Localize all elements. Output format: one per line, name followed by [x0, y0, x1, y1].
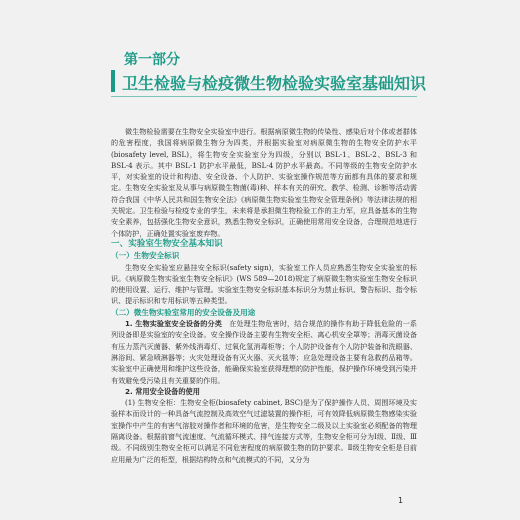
body-text	[111, 126, 417, 465]
equipment-classification-paragraph	[111, 318, 417, 386]
section-heading: 一、实验室生物安全基本知识	[111, 238, 223, 249]
safety-signs-paragraph: 生物安全实验室应悬挂安全标识(safety sign)，实验室工作人员应熟悉生物安全实验室的标识。《病原微生物实验室生物安全标识》(WS 589—2018)规定了病原微生物实验室生物安全标识的使用设置、运行、维护与管理。实验室生物安全标识基本标识分为禁止标识、警告标识、指令标识、提示标识和专用标识等五种类型。	[111, 262, 417, 306]
biosafety-cabinet-paragraph: (1) 生物安全柜：生物安全柜(biosafety cabinet, BSC)是为了保护操作人员、周围环境及实验样本而设计的一种具备气流控制及高效空气过滤装置的操作柜，可有效降低病原微生物感染实验室操作中产生的有害气溶胶对操作者和环境的危害，是生物安全二级及以上实验室必须配备的物理隔离设备。根据前窗气流速度、气流循环模式、排气连接方式等，生物安全柜可分为Ⅰ级、Ⅱ级、Ⅲ级。不同级别生物安全柜可以满足不同危害程度的病原微生物的防护要求。Ⅱ级生物安全柜是目前应用最为广泛的柜型，根据结构特点和气流模式的不同，又分为	[111, 398, 417, 464]
subsection-heading-safety-equipment: （二）微生物实验室常用的安全设备及用途	[111, 307, 256, 317]
title-divider	[111, 96, 417, 97]
page-number: 1	[398, 496, 404, 505]
equipment-usage-heading: 2. 常用安全设备的使用	[125, 386, 200, 396]
equipment-classification-text: 在处理生物危害时，结合规范的操作有助于降低危险的一系列设备即是实验室的安全设备。安全操作设备主要有生物安全柜、离心机安全罩等；消毒灭菌设备有压力蒸汽灭菌器、紫外线消毒灯、过氧化氢消毒柜等；个人防护设备有个人防护装备和洗眼器、淋浴间、紧急喷淋器等；火灾处理设备有灭火器、灭火毯等；应急处理设备主要有急救药品箱等。实验室中正确使用和维护这些设备，能确保实验室获得理想的防护性能，保护操作环境受到污染并有效避免受污染且有关重要的作用。	[111, 319, 418, 385]
title-accent-bar	[111, 70, 115, 92]
part-label: 第一部分	[124, 52, 180, 68]
chapter-title: 卫生检验与检疫微生物检验实验室基础知识	[122, 74, 427, 93]
intro-paragraph: 微生物检验需要在生物安全实验室中进行。根据病原微生物的传染性、感染后对个体或者群体的危害程度，我国将病原微生物分为四类，并根据实验室对病原微生物的生物安全防护水平(biosafety level, BSL)，将生物安全实验室分为四级，分别以 BSL-1、BSL-2、BSL-3 和 BSL-4 表示。其中 BSL-1 防护水平最低，BSL-4 防护水平最高。不同等级的生物安全防护水平，对实验室的设计和构造、安全设备、个人防护、实验室操作规范等方面都有具体的要求和规定。生物安全实验室及从事与病原微生物菌(毒)种、样本有关的研究、教学、检测、诊断等活动需符合我国《中华人民共和国生物安全法》《病原微生物实验室生物安全管理条例》等法律法规的相关规定。卫生检验与检疫专业的学生，未来将是承担微生物检验工作的主力军，应具备基本的生物安全素养，包括强化生物安全意识，熟悉生物安全标识，正确使用常用安全设备，合理规范地进行个体防护，正确处置实验室废弃物。	[111, 127, 417, 238]
equipment-classification-heading: 1. 生物实验室安全设备的分类	[125, 319, 222, 329]
subsection-heading-safety-signs: （一）生物安全标识	[111, 251, 180, 261]
